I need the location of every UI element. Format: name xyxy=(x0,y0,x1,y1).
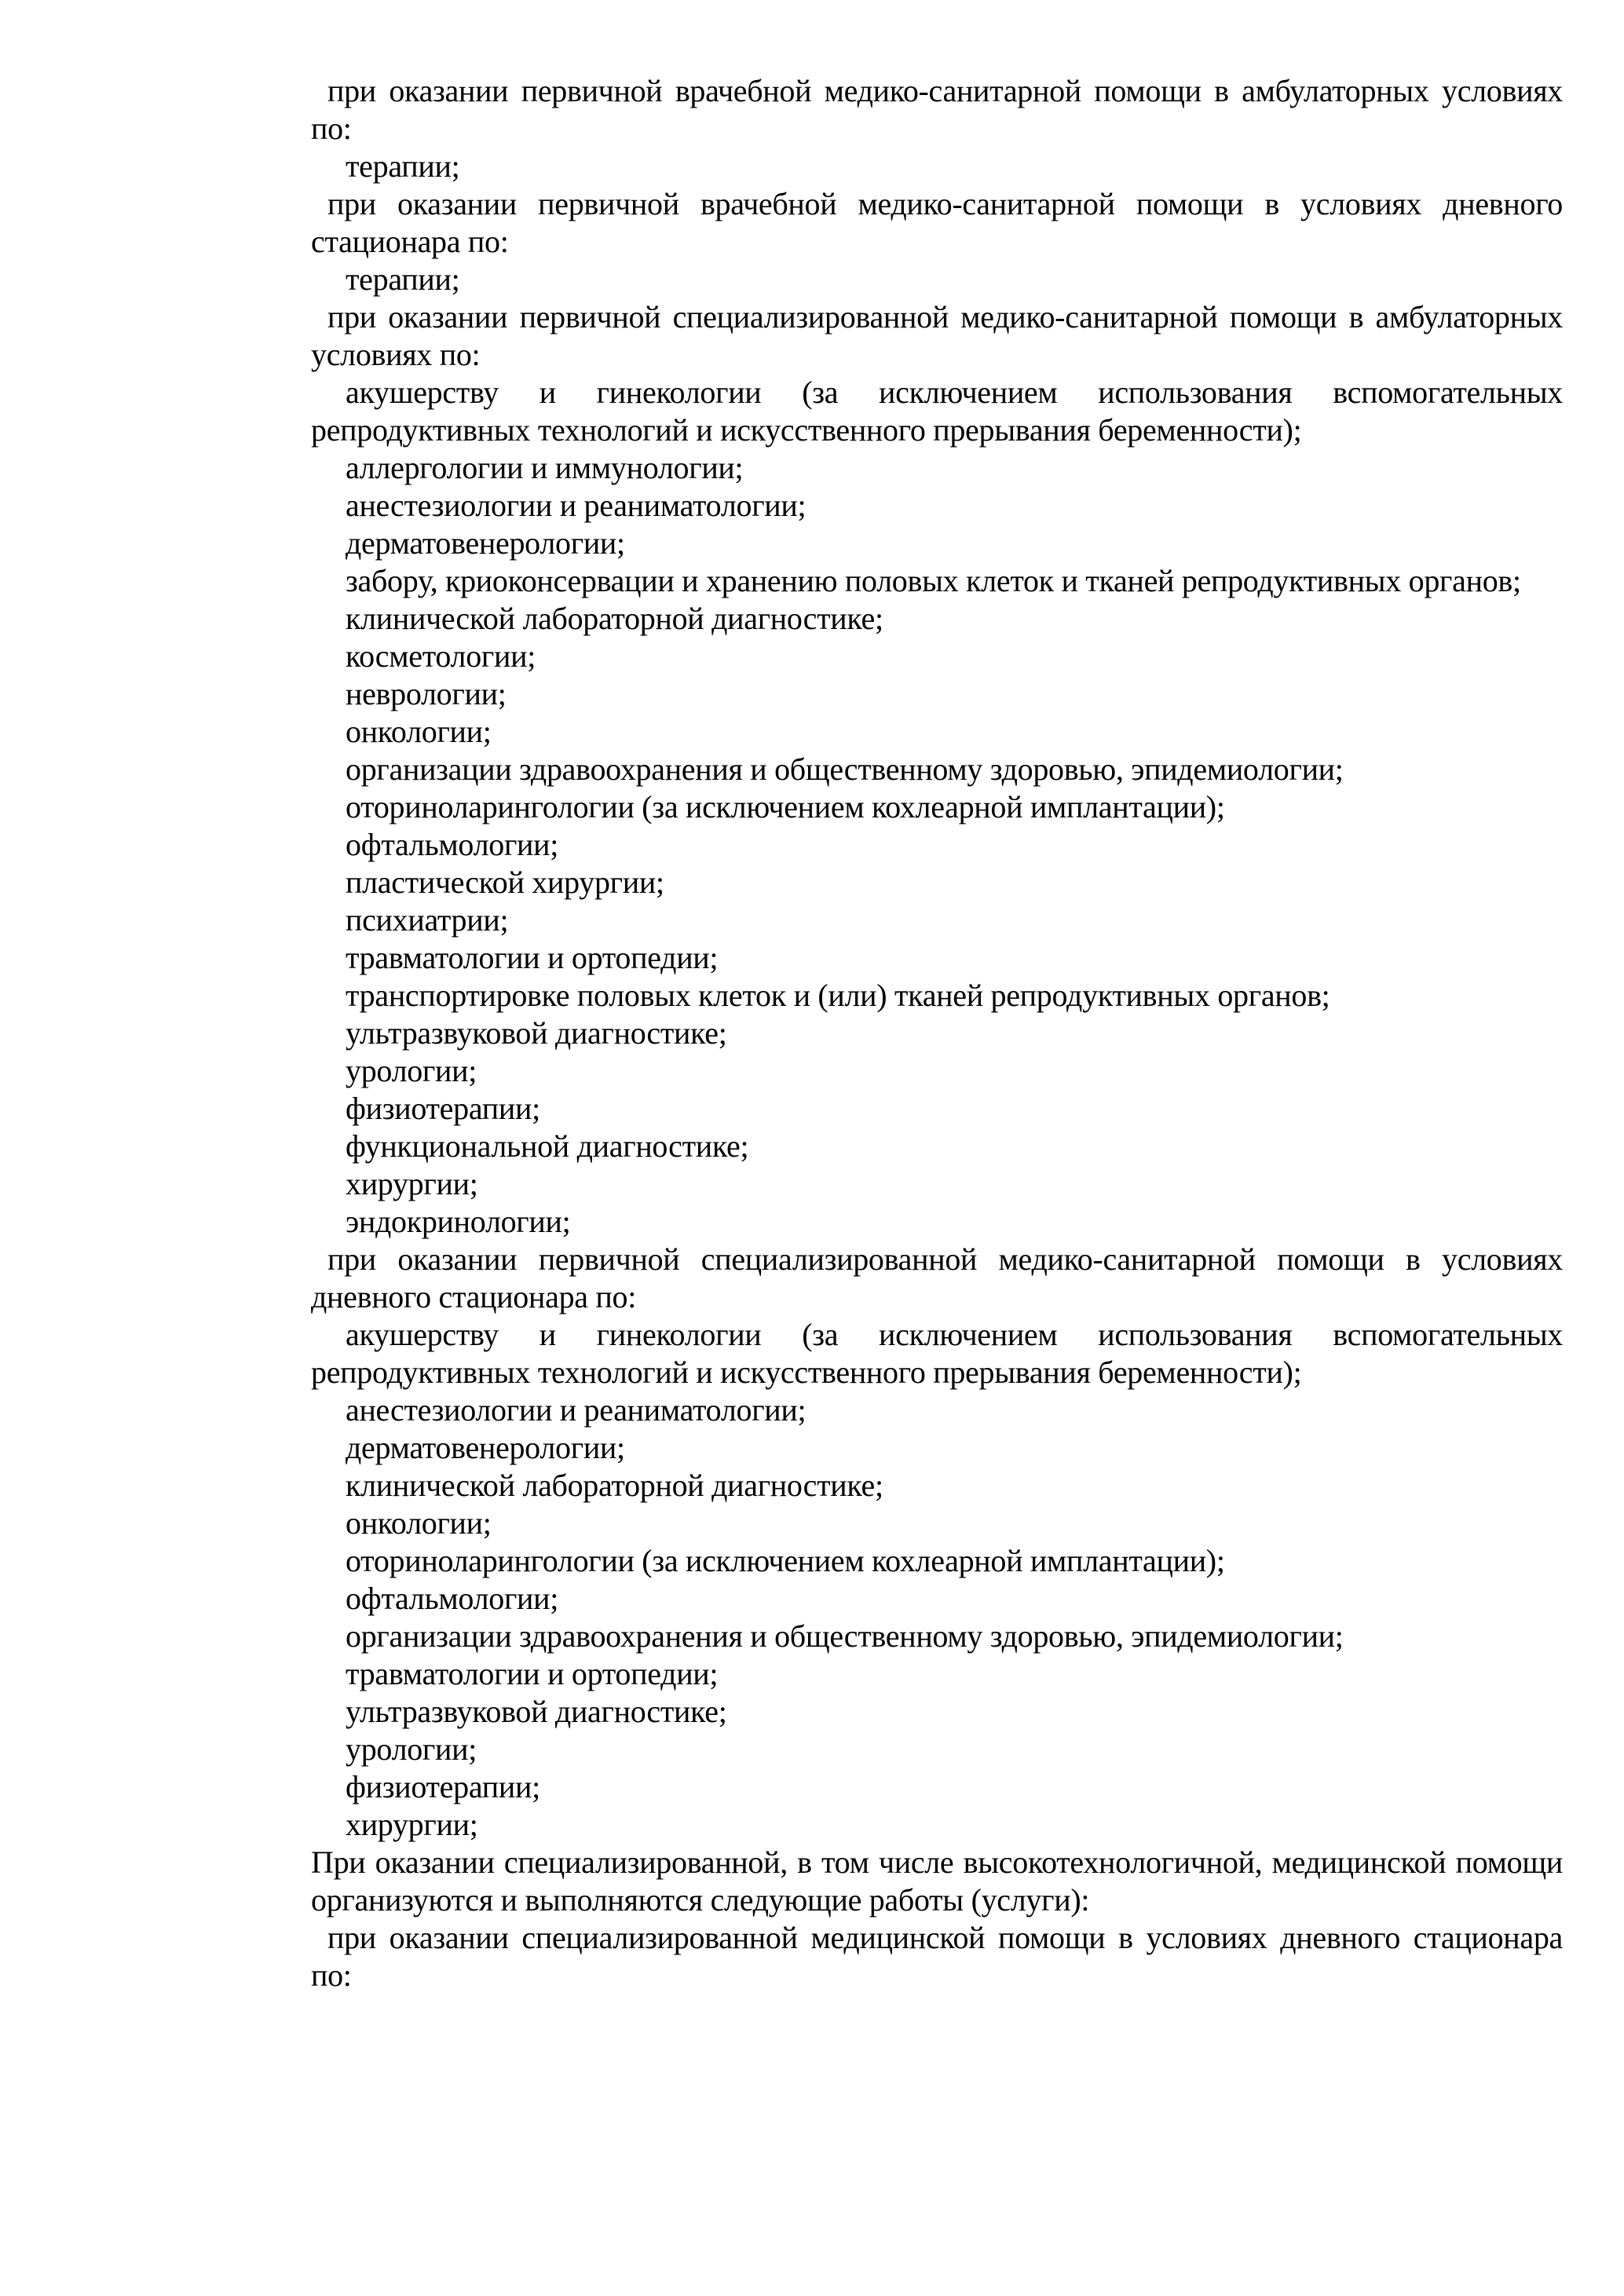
paragraph: при оказании первичной врачебной медико-санитарной помощи в условиях дневного стационара по: xyxy=(311,186,1563,259)
paragraph: забору, криоконсервации и хранению половых клеток и тканей репродуктивных органов; xyxy=(346,563,1521,598)
paragraph: травматологии и ортопедии; xyxy=(346,940,719,975)
paragraph: оториноларингологии (за исключением кохлеарной имплантации); xyxy=(346,1543,1225,1578)
paragraph: при оказании первичной специализированной медико-санитарной помощи в условиях дневного стационара по: xyxy=(311,1241,1563,1314)
paragraph: ультразвуковой диагностике; xyxy=(346,1694,727,1729)
paragraph: аллергологии и иммунологии; xyxy=(346,450,744,485)
paragraph: организации здравоохранения и общественному здоровью, эпидемиологии; xyxy=(346,1618,1344,1654)
paragraph: психиатрии; xyxy=(346,902,509,938)
paragraph: функциональной диагностике; xyxy=(346,1128,749,1164)
paragraph: акушерству и гинекологии (за исключением использования вспомогательных репродуктивных технологий и искусственного прерывания беременности); xyxy=(311,1317,1563,1390)
paragraph: ультразвуковой диагностике; xyxy=(346,1015,727,1051)
paragraph: терапии; xyxy=(346,148,460,184)
paragraph: хирургии; xyxy=(346,1166,478,1201)
paragraph: физиотерапии; xyxy=(346,1769,540,1804)
paragraph: клинической лабораторной диагностике; xyxy=(346,1468,883,1503)
paragraph: онкологии; xyxy=(346,714,492,749)
paragraph: анестезиологии и реаниматологии; xyxy=(346,1392,807,1428)
paragraph: акушерству и гинекологии (за исключением использования вспомогательных репродуктивных технологий и искусственного прерывания беременности); xyxy=(311,375,1563,448)
paragraph: при оказании первичной врачебной медико-санитарной помощи в амбулаторных условиях по: xyxy=(311,73,1563,146)
paragraph: анестезиологии и реаниматологии; xyxy=(346,488,807,523)
paragraph: хирургии; xyxy=(346,1807,478,1842)
paragraph: при оказании специализированной медицинской помощи в условиях дневного стационара по: xyxy=(311,1920,1563,1993)
paragraph: урологии; xyxy=(346,1053,477,1088)
paragraph: транспортировке половых клеток и (или) тканей репродуктивных органов; xyxy=(346,978,1330,1013)
paragraph: пластической хирургии; xyxy=(346,865,664,900)
paragraph: офтальмологии; xyxy=(346,1581,559,1616)
paragraph: При оказании специализированной, в том числе высокотехнологичной, медицинской помощи организуются и выполняются следующие работы (услуги): xyxy=(311,1844,1563,1918)
paragraph: терапии; xyxy=(346,261,460,297)
paragraph: клинической лабораторной диагностике; xyxy=(346,601,883,636)
paragraph: организации здравоохранения и общественному здоровью, эпидемиологии; xyxy=(346,751,1344,787)
paragraph: при оказании первичной специализированной медико-санитарной помощи в амбулаторных условиях по: xyxy=(311,299,1563,372)
paragraph: физиотерапии; xyxy=(346,1091,540,1126)
paragraph: эндокринологии; xyxy=(346,1204,571,1239)
paragraph: оториноларингологии (за исключением кохлеарной имплантации); xyxy=(346,789,1225,824)
paragraph: косметологии; xyxy=(346,638,536,674)
paragraph: офтальмологии; xyxy=(346,827,559,862)
paragraph: неврологии; xyxy=(346,676,507,711)
paragraph: онкологии; xyxy=(346,1505,492,1541)
paragraph: дерматовенерологии; xyxy=(346,1430,625,1465)
paragraph: урологии; xyxy=(346,1731,477,1767)
paragraph: дерматовенерологии; xyxy=(346,525,625,561)
paragraph: травматологии и ортопедии; xyxy=(346,1656,719,1691)
document-body xyxy=(311,72,1563,1994)
